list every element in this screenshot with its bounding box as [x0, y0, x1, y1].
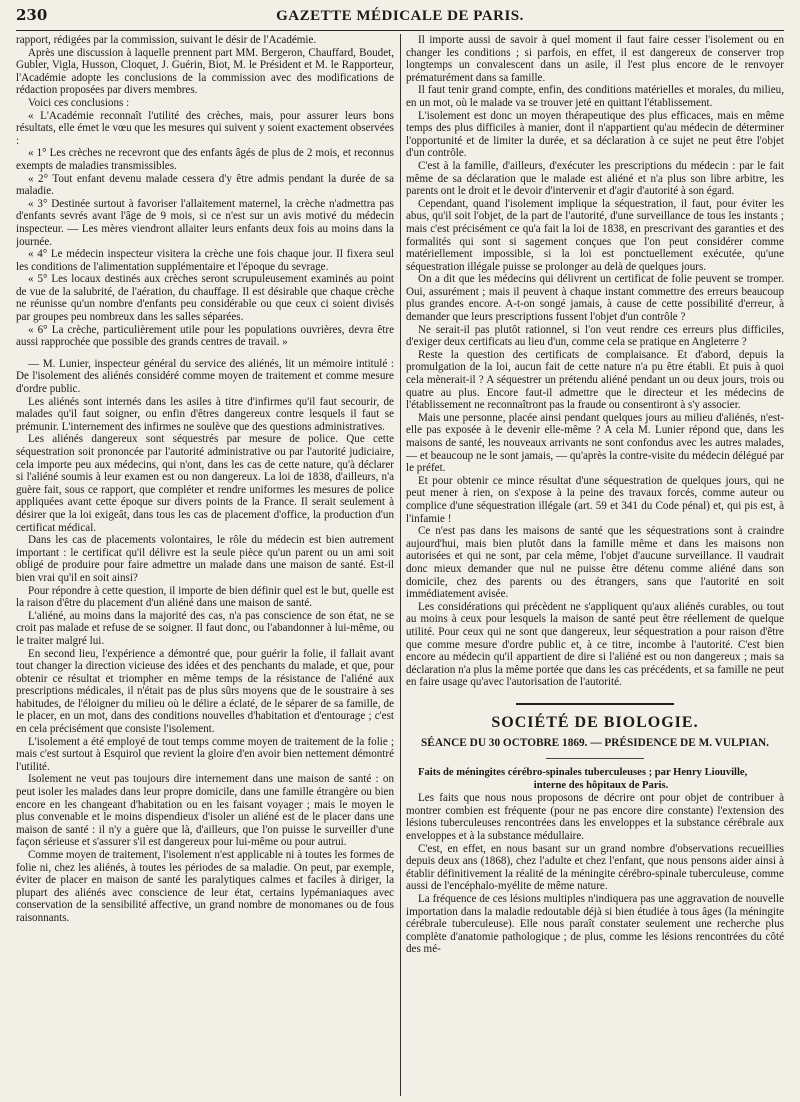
paragraph: Les faits que nous nous proposons de décrire ont pour objet de contribuer à montrer combien est fréquente (pour ne pas encore dire constante) l'extension des lésions tuberculeuses rencontrées dans les enveloppes et la substance cérébrale aux enveloppes et à la substance médullaire.	[406, 792, 784, 843]
paragraph: L'aliéné, au moins dans la majorité des cas, n'a pas conscience de son état, ne se croit pas malade et refuse de se soigner. Il faut donc, ou l'abandonner à lui-même, ou le traiter malgré lui.	[16, 609, 394, 647]
paragraph: « 4° Le médecin inspecteur visitera la crèche une fois chaque jour. Il fixera seul les conditions de l'alimentation supplémentaire et l'époque du sevrage.	[16, 248, 394, 273]
paragraph: L'isolement a été employé de tout temps comme moyen de traitement de la folie ; mais c'est surtout à Esquirol que revient la gloire d'en avoir bien nettement démontré l'utilité.	[16, 735, 394, 773]
journal-title: GAZETTE MÉDICALE DE PARIS.	[276, 8, 524, 24]
paragraph: Après une discussion à laquelle prennent part MM. Bergeron, Chauffard, Boudet, Gubler, Vigla, Husson, Cloquet, J. Guérin, Biot, M. le Président et M. le Rapporteur, l'Académie adopte les conclusions de la commission avec des modifications de rédaction proposées par divers membres.	[16, 46, 394, 97]
paragraph: Ne serait-il pas plutôt rationnel, si l'on veut rendre ces erreurs plus difficiles, d'exiger deux certificats au lieu d'un, comme cela se pratique en Angleterre ?	[406, 323, 784, 349]
paragraph: L'isolement est donc un moyen thérapeutique des plus efficaces, mais en même temps des plus difficiles à manier, dont il n'appartient qu'au médecin de déterminer l'opportunité et de limiter la durée, et sa déclaration à ce sujet ne peut être l'objet d'un contrôle.	[406, 109, 784, 160]
paragraph: Il faut tenir grand compte, enfin, des conditions matérielles et morales, du milieu, en un mot, où le malade va se trouver jeté en quittant l'établissement.	[406, 84, 784, 109]
paragraph: « 1° Les crèches ne recevront que des enfants âgés de plus de 2 mois, et reconnus exempts de maladies transmissibles.	[16, 147, 394, 172]
paragraph: « L'Académie reconnaît l'utilité des crèches, mais, pour assurer leurs bons résultats, elle émet le vœu que les mesures qui suivent y soient exactement observées :	[16, 109, 394, 147]
paragraph: Mais une personne, placée ainsi pendant quelques jours au milieu d'aliénés, n'est-elle pas exposée à le devenir elle-même ? A cela M. Lunier répond que, dans les maisons de santé, les nouveaux arrivants ne sont confondus avec les autres malades, — et beaucoup ne le sont jamais, — qu'après la contre-visite du médecin délégué par le préfet.	[406, 411, 784, 475]
paragraph: Les aliénés sont internés dans les asiles à titre d'infirmes qu'il faut secourir, de malades qu'il faut soigner, ou enfin d'êtres dangereux contre lesquels il faut se prémunir. L'internement des infirmes ne soulève que des questions administratives.	[16, 395, 394, 433]
page-header	[16, 6, 784, 31]
communication-title	[406, 767, 784, 792]
paragraph: Et pour obtenir ce mince résultat d'une séquestration de quelques jours, qui ne peut mener à rien, on s'expose à la peine des travaux forcés, comme auteur ou complice d'une séquestration illégale (art. 59 et 341 du Code pénal) et, qui pis est, à l'infamie !	[406, 474, 784, 525]
paragraph: C'est à la famille, d'ailleurs, d'exécuter les prescriptions du médecin : par le fait même de sa déclaration que le malade est aliéné et n'a plus son libre arbitre, les parents ont le droit et le devoir d'intervenir et d'agir d'autorité à son égard.	[406, 159, 784, 198]
paragraph: Pour répondre à cette question, il importe de bien définir quel est le but, quelle est la raison d'être du placement d'un aliéné dans une maison de santé.	[16, 584, 394, 610]
session-heading: SÉANCE DU 30 OCTOBRE 1869. — PRÉSIDENCE DE M. VULPIAN.	[421, 737, 769, 750]
paragraph: — M. Lunier, inspecteur général du service des aliénés, lit un mémoire intitulé : De l'isolement des aliénés considéré comme moyen de traitement et comme mesure d'ordre public.	[16, 357, 394, 396]
paragraph: Reste la question des certificats de complaisance. Et d'abord, depuis la promulgation de la loi, aucun fait de cette nature n'a pu être établi. Et puis à quoi cela mènerait-il ? A séquestrer un prétendu aliéné pendant un ou deux jours, trois ou quatre au plus. Encore faut-il admettre que le directeur et les médecins de l'établissement ne reconnaîtront pas la fraude ou consentiront à s'y associer.	[406, 348, 784, 412]
paragraph: C'est, en effet, en nous basant sur un grand nombre d'observations recueillies depuis deux ans (1868), chez l'adulte et chez l'enfant, que nous pensons aider ainsi à établir définitivement la réalité de la méningite cérébro-spinale tuberculeuse, comme aussi de l'encéphalo-myélite de même nature.	[406, 842, 784, 893]
paragraph: Ce n'est pas dans les maisons de santé que les séquestrations sont à craindre aujourd'hui, mais bien plutôt dans la famille même et dans les maisons non autorisées et qui ne sont, par cela même, l'objet d'aucune surveillance. Il vaudrait donc mieux demander que nul ne puisse être détenu comme aliéné dans son domicile, chez des parents ou des étrangers, sans que l'autorité en soit immédiatement avisée.	[406, 525, 784, 601]
paragraph: rapport, rédigées par la commission, suivant le désir de l'Académie.	[16, 34, 317, 46]
paragraph: Voici ces conclusions :	[28, 96, 130, 109]
paragraph: « 3° Destinée surtout à favoriser l'allaitement maternel, la crèche n'admettra pas d'enfants sevrés avant l'âge de 9 mois, si ce n'est sur un avis motivé du médecin inspecteur. — Les mères viendront allaiter leurs enfants deux fois au moins dans la journée.	[16, 197, 394, 248]
page-number: 230	[16, 6, 48, 24]
left-column	[16, 34, 394, 1096]
paragraph: Les aliénés dangereux sont séquestrés par mesure de police. Que cette séquestration soit prononcée par l'autorité administrative ou par l'autorité judiciaire, cela importe peu aux médecins, qui n'ont, dans les cas de cette nature, qu'à déclarer si l'aliéné soumis à leur examen est ou non dangereux. La loi de 1838, d'ailleurs, n'a guère fait, sous ce rapport, que compléter et rendre uniformes les mesures de police appliquées avant cette époque sur divers points de la France. Il serait seulement à désirer que la loi exigeât, dans tous les cas de placement d'office, la production d'un certificat médical.	[16, 433, 394, 534]
session-rule	[546, 758, 644, 759]
section-divider	[516, 703, 674, 705]
communication-author-affiliation: interne des hôpitaux de Paris.	[533, 779, 669, 791]
right-column	[406, 34, 784, 1096]
column-rule	[400, 34, 401, 1096]
paragraph: Comme moyen de traitement, l'isolement n'est applicable ni à toutes les formes de folie ni, chez les aliénés, à toutes les périodes de sa maladie. On peut, par exemple, éviter de placer en maison de santé les paralytiques calmes et faciles à diriger, la plupart des aliénés avec conscience de leur état, certains lypémaniaques avec conservation de la sensibilité affective, un grand nombre de monomanes ou de fous raisonnants.	[16, 849, 394, 924]
communication-title-main: Faits de méningites cérébro-spinales tuberculeuses ; par Henry Liouville,	[418, 767, 748, 779]
paragraph: « 2° Tout enfant devenu malade cessera d'y être admis pendant la durée de sa maladie.	[16, 172, 394, 198]
paragraph: Isolement ne veut pas toujours dire internement dans une maison de santé : on peut isoler les malades dans leur propre domicile, dans une famille étrangère ou bien encore en les changeant d'habitation ou en les faisant voyager ; mais le moyen le plus convenable et le moins dispendieux d'isoler un aliéné est de le placer dans une maison de santé : il n'y a guère que là, d'ailleurs, que l'on puisse le surveiller d'une façon sérieuse et s'assurer s'il est dangereux pour lui-même ou pour autrui.	[16, 773, 394, 849]
paragraph: « 5° Les locaux destinés aux crèches seront scrupuleusement examinés au point de vue de la salubrité, de l'aération, du chauffage. Il est désirable que chaque crèche ne réunisse qu'un nombre d'enfants peu considérable ou que ceux ci soient divisés par groupes peu nombreux dans les salles séparées.	[16, 273, 394, 324]
section-gap	[16, 349, 394, 358]
society-heading: SOCIÉTÉ DE BIOLOGIE.	[491, 713, 699, 731]
paragraph: En second lieu, l'expérience a démontré que, pour guérir la folie, il fallait avant tout changer la direction vicieuse des idées et des penchants du malade, et que, pour obtenir ce résultat et triompher en même temps de la résistance de l'aliéné aux prescriptions médicales, il n'était pas de plus sûrs moyens que de le soustraire à ses habitudes, de l'éloigner du milieu où le délire a éclaté, de le séparer de sa famille, de le placer, en un mot, dans des conditions nouvelles d'habitation et d'entourage ; c'est en cela précisément que consiste l'isolement.	[16, 647, 394, 736]
paragraph: Cependant, quand l'isolement implique la séquestration, il faut, pour éviter les abus, qu'il soit l'objet, de la part de l'autorité, d'une surveillance de tous les instants ; mais c'est précisément ce qu'a fait la loi de 1838, en prescrivant des garanties et des formalités qui sont si sagement conçues que l'on peut considérer comme matériellement impossible, si la loi est ponctuellement exécutée, qu'une séquestration illégale puisse se prolonger au delà de quelques jours.	[406, 197, 784, 273]
paragraph: La fréquence de ces lésions multiples n'indiquera pas une aggravation de nouvelle importation dans la maladie redoutable déjà si bien étudiée à tous âges (la méningite cérébrale tuberculeuse). Elle nous paraît constater seulement une recherche plus complète d'anatomie pathologique ; de plus, comme les lésions rencontrées du côté des mé-	[406, 893, 784, 956]
paragraph: Il importe aussi de savoir à quel moment il faut faire cesser l'isolement ou en changer les conditions ; si parfois, en effet, il est dangereux de conserver trop longtemps un convalescent dans un asile, il l'est plus encore de le renvoyer prématurément dans sa famille.	[406, 34, 784, 84]
paragraph: « 6° La crèche, particulièrement utile pour les populations ouvrières, devra être aussi rapprochée que possible des grands centres de travail. »	[16, 323, 394, 349]
paragraph: On a dit que les médecins qui délivrent un certificat de folie peuvent se tromper. Oui, assurément ; mais il peuvent à chaque instant commettre des erreurs beaucoup plus grandes encore. A-t-on songé jamais, à cause de cette possibilité d'erreur, à demander que leurs prescriptions fussent l'objet d'un contrôle ?	[406, 273, 784, 324]
paragraph: Dans les cas de placements volontaires, le rôle du médecin est bien autrement important : le certificat qu'il délivre est la seule pièce qu'un parent ou un ami soit obligé de produire pour faire admettre un malade dans une maison de santé. Est-il bien vrai qu'il en soit ainsi?	[16, 534, 394, 584]
two-column-body	[16, 34, 784, 1096]
paragraph: Les considérations qui précèdent ne s'appliquent qu'aux aliénés curables, ou tout au moins à ceux pour lesquels la maison de santé peut être réellement de quelque utilité. Pour ceux qui ne sont que dangereux, leur séquestration a pour raison d'être que comme mesure d'ordre public et, à ce titre, incombe à l'autorité. C'est bien encore au médecin qu'il appartient de dire si l'aliéné est ou non dangereux ; mais sa déclaration n'a plus la même portée que dans les cas précédents, et sa famille ne peut en faire usage qu'avec l'autorisation de l'autorité.	[406, 600, 784, 689]
